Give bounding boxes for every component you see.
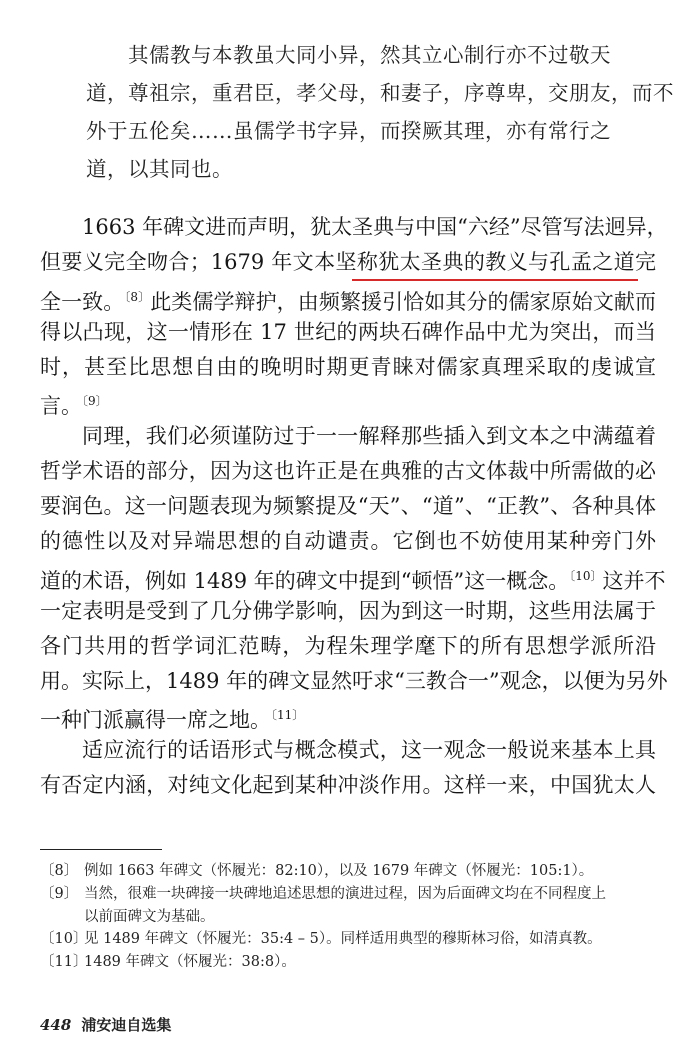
footnote-text: 例如 1663 年碑文（怀履光：82:10），以及 1679 年碑文（怀履光：105:1）。	[84, 863, 594, 879]
footnote-divider	[40, 849, 162, 850]
footnotes	[40, 860, 660, 974]
footnote-number: 〔10〕	[40, 931, 88, 948]
text-run: 此类儒学辩护，由频繁援引恰如其分的儒家原始文献而	[150, 289, 657, 314]
paragraph-line: 哲学术语的部分，因为这也许正是在典雅的古文体裁中所需做的必	[40, 459, 656, 484]
quote-line: 其儒教与本教虽大同小异，然其立心制行亦不过敬天	[128, 43, 611, 67]
footnote-ref[interactable]: 〔8〕	[124, 289, 151, 304]
footnote-ref[interactable]: 〔9〕	[82, 394, 108, 409]
footnote-text: 当然，很难一块碑接一块碑地追述思想的演进过程，因为后面碑文均在不同程度上	[84, 885, 606, 902]
paragraph-line: 1663 年碑文进而声明，犹太圣典与中国“六经”尽管写法迥异，	[82, 215, 668, 239]
paragraph-line	[40, 384, 656, 419]
paragraph-line: 要润色。这一问题表现为频繁提及“天”、“道”、“正教”、各种具体	[40, 494, 656, 519]
paragraph-line: 各门共用的哲学词汇范畴，为程朱理学麾下的所有思想学派所沿	[40, 633, 656, 658]
book-title: 浦安迪自选集	[81, 1016, 172, 1034]
paragraph-line	[40, 280, 656, 315]
text-run: 言。	[40, 394, 82, 419]
paragraph-line: 的德性以及对异端思想的自动谴责。它倒也不妨使用某种旁门外	[40, 529, 656, 554]
paragraph-line: 同理，我们必须谨防过于一一解释那些插入到文本之中满蕴着	[82, 424, 656, 449]
quote-line: 外于五伦矣……虽儒学书字异，而揆厥其理，亦有常行之	[86, 119, 611, 143]
page-number: 448	[40, 1016, 72, 1034]
footnote-item	[40, 928, 660, 951]
paragraph-line	[40, 245, 656, 280]
footnote-ref[interactable]: 〔11〕	[271, 708, 305, 723]
body-text	[40, 210, 668, 803]
footnote-item	[40, 883, 660, 929]
footnote-item	[40, 860, 660, 883]
quote-line: 道，尊祖宗，重君臣，孝父母，和妻子，序尊卑，交朋友，而不	[86, 81, 674, 105]
highlighted-phrase: 犹太圣典的教义与孔孟之道完	[378, 249, 657, 274]
paragraph-line: 适应流行的话语形式与概念模式，这一观念一般说来基本上具	[82, 738, 656, 763]
footnote-number: 〔8〕	[40, 863, 79, 879]
text-run: 这并不	[602, 568, 666, 593]
footnote-text-continued: 以前面碑文为基础。	[84, 908, 215, 925]
paragraph-line: 时，甚至比思想自由的晚明时期更青睐对儒家真理采取的虔诚宣	[40, 354, 656, 379]
block-quote	[86, 36, 674, 188]
paragraph-line	[40, 698, 656, 733]
paragraph-line: 用。实际上，1489 年的碑文显然吁求“三教合一”观念，以便为另外	[40, 668, 668, 693]
paragraph-line: 有否定内涵，对纯文化起到某种冲淡作用。这样一来，中国犹太人	[40, 773, 656, 798]
footnote-item	[40, 951, 660, 974]
paragraph-line: 得以凸现，这一情形在 17 世纪的两块石碑作品中尤为突出，而当	[40, 319, 656, 344]
footnote-number: 〔11〕	[40, 954, 88, 971]
page-footer	[40, 1014, 171, 1035]
footnote-number: 〔9〕	[40, 885, 79, 902]
footnote-text: 见 1489 年碑文（怀履光：35:4 – 5）。同样适用典型的穆斯林习俗，如清真教。	[84, 931, 602, 948]
footnote-text: 1489 年碑文（怀履光：38:8）。	[84, 954, 296, 971]
text-run: 一种门派赢得一席之地。	[40, 708, 271, 733]
text-run: 道的术语，例如 1489 年的碑文中提到“顿悟”这一概念。	[40, 568, 570, 593]
text-run: 但要义完全吻合；1679 年文本坚称	[40, 249, 379, 274]
paragraph-line	[40, 559, 666, 594]
footnote-ref[interactable]: 〔10〕	[569, 568, 603, 583]
paragraph-line: 一定表明是受到了几分佛学影响，因为到这一时期，这些用法属于	[40, 598, 656, 623]
text-run: 全一致。	[40, 289, 125, 314]
red-underline-mark	[352, 279, 638, 281]
quote-line: 道，以其同也。	[86, 157, 233, 181]
